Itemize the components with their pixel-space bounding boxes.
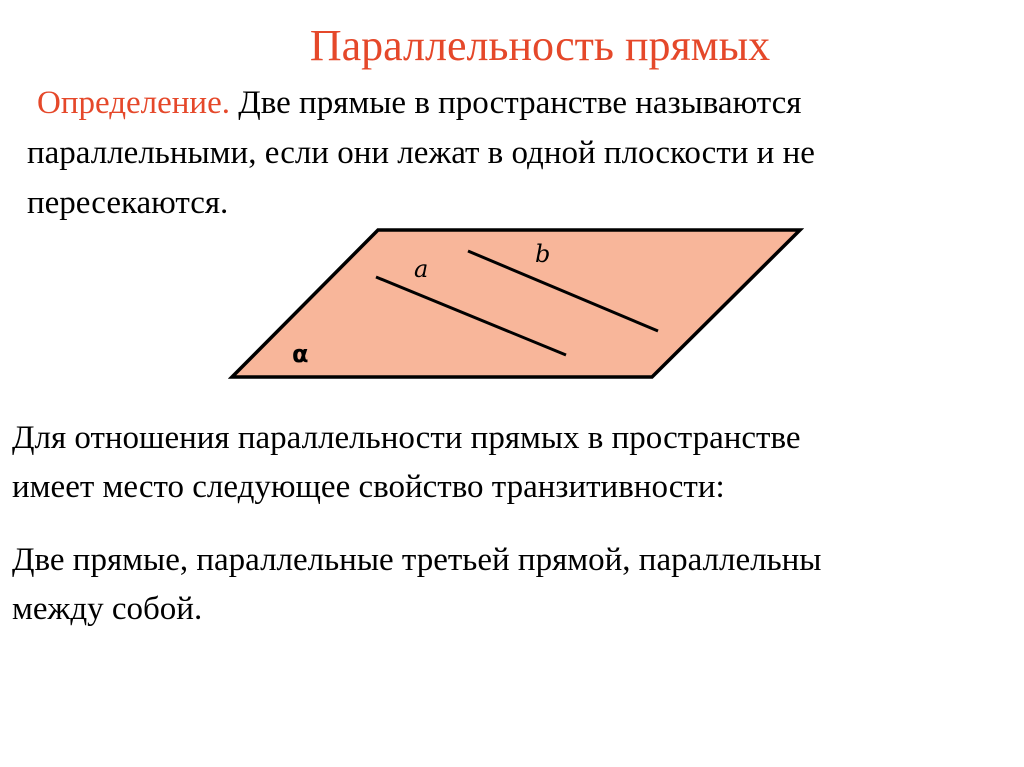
- slide-title: Параллельность прямых: [309, 21, 771, 70]
- property-text-line-2: имеет место следующее свойство транзитивности:: [12, 469, 725, 505]
- plane-alpha: [232, 230, 800, 377]
- definition-term: Определение.: [37, 85, 230, 121]
- definition-first-line: [27, 78, 801, 128]
- property-text-line-1: Для отношения параллельности прямых в пространстве: [12, 420, 801, 456]
- transitivity-statement: [12, 536, 1012, 634]
- line-b-label: b: [535, 240, 551, 268]
- definition-text-line-2: параллельными, если они лежат в одной плоскости и не: [27, 135, 815, 171]
- property-intro-paragraph: [12, 414, 1012, 512]
- definition-paragraph: [27, 78, 1017, 228]
- line-a-label: a: [414, 255, 429, 283]
- statement-text-line-1: Две прямые, параллельные третьей прямой, параллельны: [12, 542, 822, 578]
- definition-text-line-3: пересекаются.: [27, 185, 229, 221]
- definition-text-line-1: Две прямые в пространстве называются: [238, 85, 802, 121]
- plane-alpha-label: α: [292, 340, 309, 368]
- statement-text-line-2: между собой.: [12, 591, 203, 627]
- plane-diagram: [228, 226, 804, 382]
